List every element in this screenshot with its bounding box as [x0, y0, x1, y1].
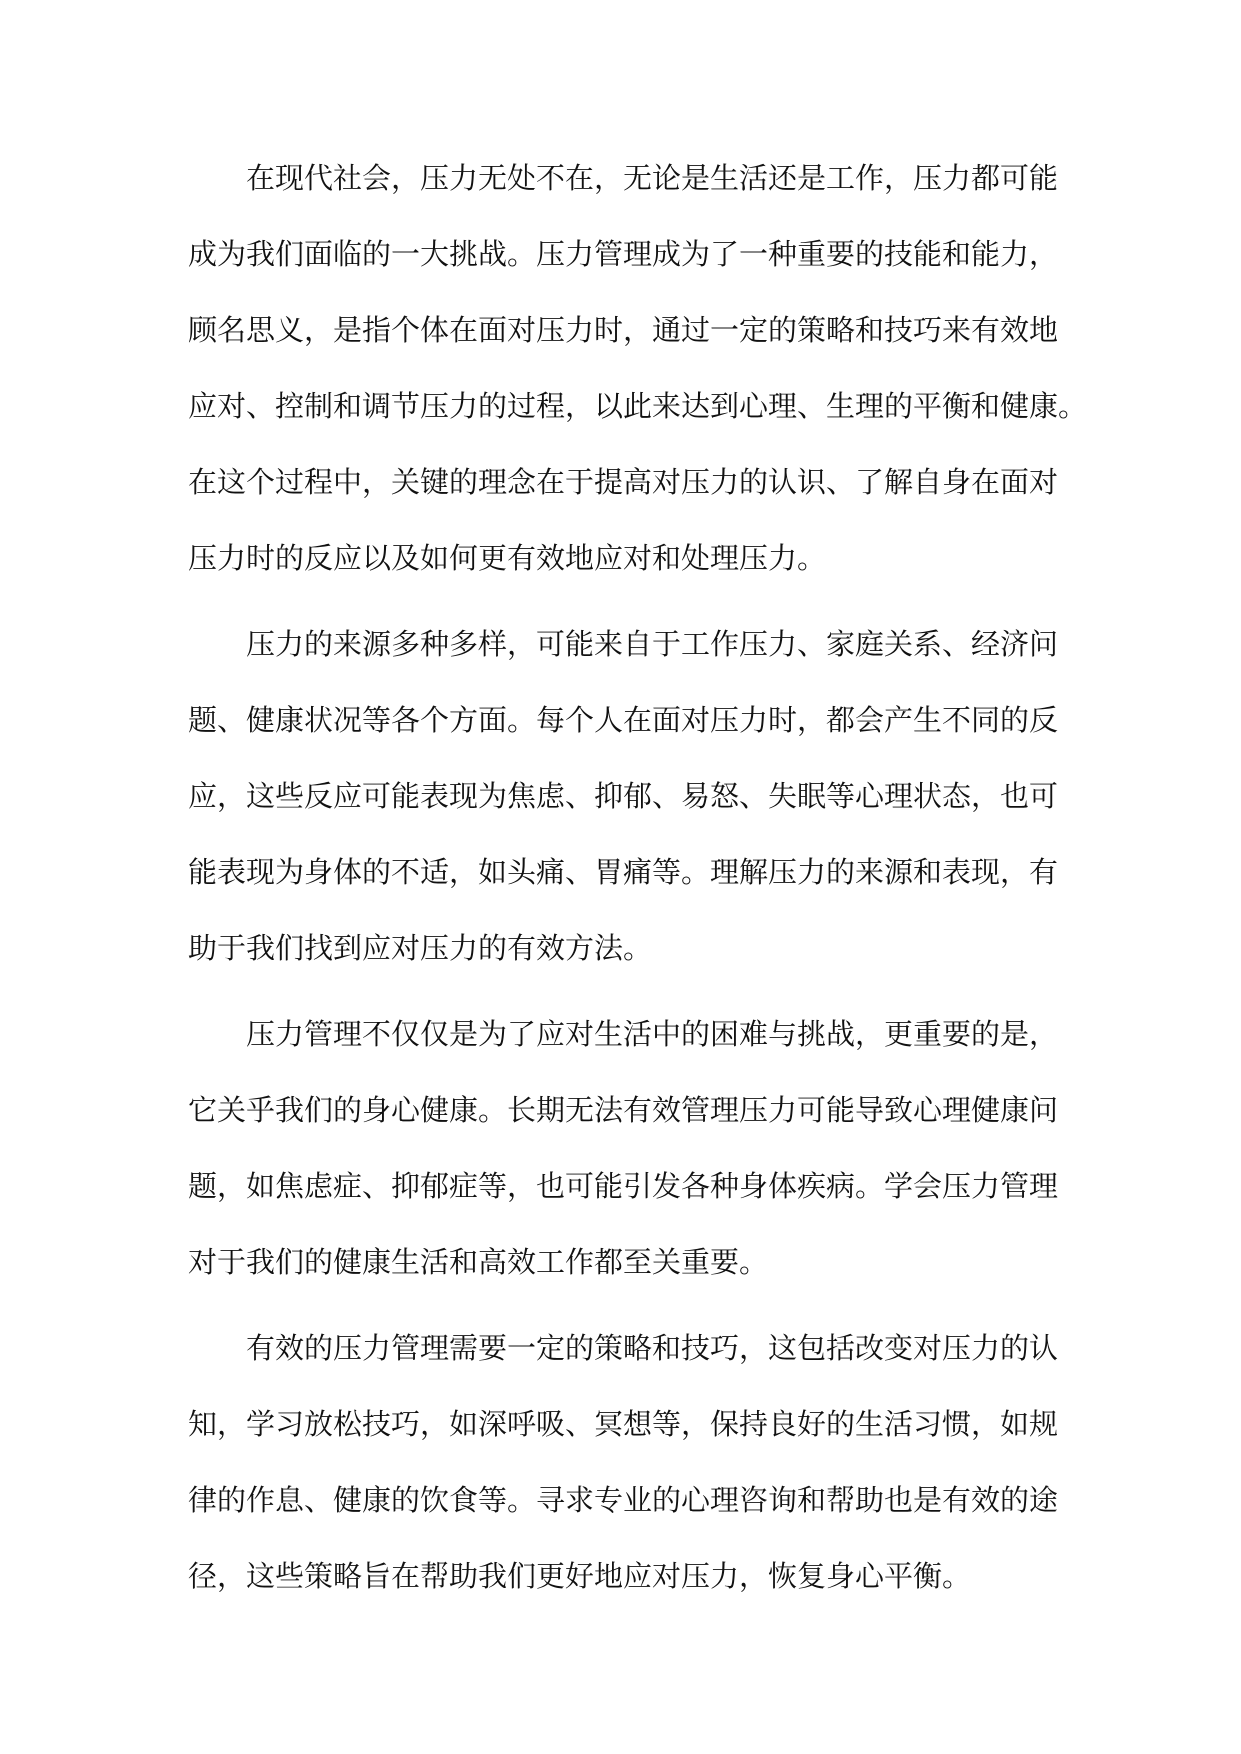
paragraph-line: 在这个过程中，关键的理念在于提高对压力的认识、了解自身在面对 — [188, 465, 1059, 499]
paragraph-line: 径，这些策略旨在帮助我们更好地应对压力，恢复身心平衡。 — [188, 1559, 972, 1593]
paragraph-line: 对于我们的健康生活和高效工作都至关重要。 — [188, 1245, 769, 1279]
paragraph-line: 在现代社会，压力无处不在，无论是生活还是工作，压力都可能 — [246, 161, 1059, 195]
paragraph-line: 助于我们找到应对压力的有效方法。 — [188, 931, 653, 965]
paragraph-line: 能表现为身体的不适，如头痛、胃痛等。理解压力的来源和表现，有 — [188, 855, 1059, 889]
paragraph-line: 它关乎我们的身心健康。长期无法有效管理压力可能导致心理健康问 — [188, 1093, 1059, 1127]
paragraph-line: 成为我们面临的一大挑战。压力管理成为了一种重要的技能和能力， — [188, 237, 1059, 271]
document-body — [188, 140, 1088, 1624]
paragraph-line: 知，学习放松技巧，如深呼吸、冥想等，保持良好的生活习惯，如规 — [188, 1407, 1059, 1441]
paragraph-1 — [188, 140, 1088, 596]
paragraph-line: 题、健康状况等各个方面。每个人在面对压力时，都会产生不同的反 — [188, 703, 1059, 737]
paragraph-4 — [188, 1310, 1058, 1614]
paragraph-line: 有效的压力管理需要一定的策略和技巧，这包括改变对压力的认 — [246, 1331, 1059, 1365]
paragraph-line: 题，如焦虑症、抑郁症等，也可能引发各种身体疾病。学会压力管理 — [188, 1169, 1059, 1203]
paragraph-line: 压力管理不仅仅是为了应对生活中的困难与挑战，更重要的是， — [246, 1017, 1059, 1051]
paragraph-3 — [188, 996, 1058, 1300]
paragraph-line: 应对、控制和调节压力的过程，以此来达到心理、生理的平衡和健康。 — [188, 389, 1088, 423]
paragraph-line: 律的作息、健康的饮食等。寻求专业的心理咨询和帮助也是有效的途 — [188, 1483, 1059, 1517]
paragraph-line: 压力时的反应以及如何更有效地应对和处理压力。 — [188, 541, 827, 575]
paragraph-line: 应，这些反应可能表现为焦虑、抑郁、易怒、失眠等心理状态，也可 — [188, 779, 1059, 813]
paragraph-2 — [188, 606, 1058, 986]
paragraph-line: 压力的来源多种多样，可能来自于工作压力、家庭关系、经济问 — [246, 627, 1059, 661]
paragraph-line: 顾名思义，是指个体在面对压力时，通过一定的策略和技巧来有效地 — [188, 313, 1059, 347]
